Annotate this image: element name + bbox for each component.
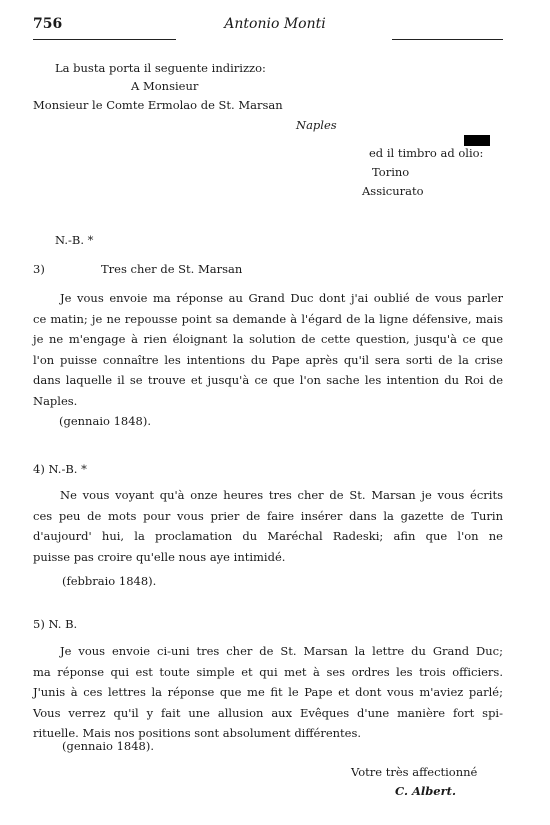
- letter-5-body: [33, 641, 503, 744]
- body-line: dans laquelle il se trouve et jusqu'à ce que l'on sache les intention du Roi de: [33, 373, 503, 387]
- letter-4-heading: 4) N.-B. *: [33, 462, 87, 476]
- header-rule-right: [392, 39, 503, 40]
- stamp-line-2: Torino: [372, 165, 410, 179]
- letter-3-salutation: Tres cher de St. Marsan: [101, 262, 243, 276]
- address-city: Naples: [296, 118, 337, 132]
- body-line: Vous verrez qu'il y fait une allusion aux Evêques d'une manière fort spi-: [33, 705, 503, 720]
- body-line: rituelle. Mais nos positions sont absolument différentes.: [33, 726, 362, 740]
- body-line: J'unis à ces lettres la réponse que me fit le Pape et dont vous m'aviez parlé;: [33, 685, 503, 699]
- letter-5-heading: 5) N. B.: [33, 617, 78, 631]
- ink-blot: [464, 135, 490, 146]
- signature: C. Albert.: [395, 784, 456, 798]
- stamp-line-1: ed il timbro ad olio:: [369, 146, 484, 160]
- letter-3-body: [33, 288, 503, 411]
- address-line-2: Monsieur le Comte Ermolao de St. Marsan: [33, 98, 283, 112]
- body-line: d'aujourd' hui, la proclamation du Maréchal Radeski; afin que l'on ne: [33, 529, 503, 543]
- letter-3-number: 3): [33, 262, 45, 276]
- header-rule-left: [33, 39, 176, 40]
- body-line: je ne m'engage à rien éloignant la solution de cette question, jusqu'à ce que: [33, 332, 503, 346]
- running-title: Antonio Monti: [224, 16, 326, 32]
- body-line: Ne vous voyant qu'à onze heures tres cher de St. Marsan je vous écrits: [60, 488, 503, 502]
- body-line: ce matin; je ne repousse point sa demande à l'égard de la ligne défensive, mais: [33, 311, 503, 326]
- letter-5-date: (gennaio 1848).: [62, 739, 154, 753]
- body-line: Je vous envoie ma réponse au Grand Duc dont j'ai oublié de vous parler: [60, 291, 503, 305]
- page-number: 756: [33, 16, 63, 32]
- body-line: Naples.: [33, 393, 78, 408]
- body-line: ces peu de mots pour vous prier de faire insérer dans la gazette de Turin: [33, 508, 503, 523]
- body-line: ma réponse qui est toute simple et qui met à ses ordres les trois officiers.: [33, 664, 503, 679]
- address-line-1: A Monsieur: [131, 79, 199, 93]
- body-line: puisse pas croire qu'elle nous aye intimidé.: [33, 549, 286, 564]
- letter-3-date: (gennaio 1848).: [59, 414, 151, 428]
- body-line: Je vous envoie ci-uni tres cher de St. Marsan la lettre du Grand Duc;: [60, 644, 503, 658]
- letter-4-date: (febbraio 1848).: [62, 574, 157, 588]
- stamp-line-3: Assicurato: [362, 184, 424, 198]
- letter-3-heading: N.-B. *: [55, 233, 94, 247]
- letter-4-body: [33, 485, 503, 567]
- valediction: Votre très affectionné: [351, 765, 478, 779]
- address-intro: La busta porta il seguente indirizzo:: [55, 61, 266, 75]
- body-line: l'on puisse connaître les intentions du Pape après qu'il sera sorti de la crise: [33, 352, 503, 367]
